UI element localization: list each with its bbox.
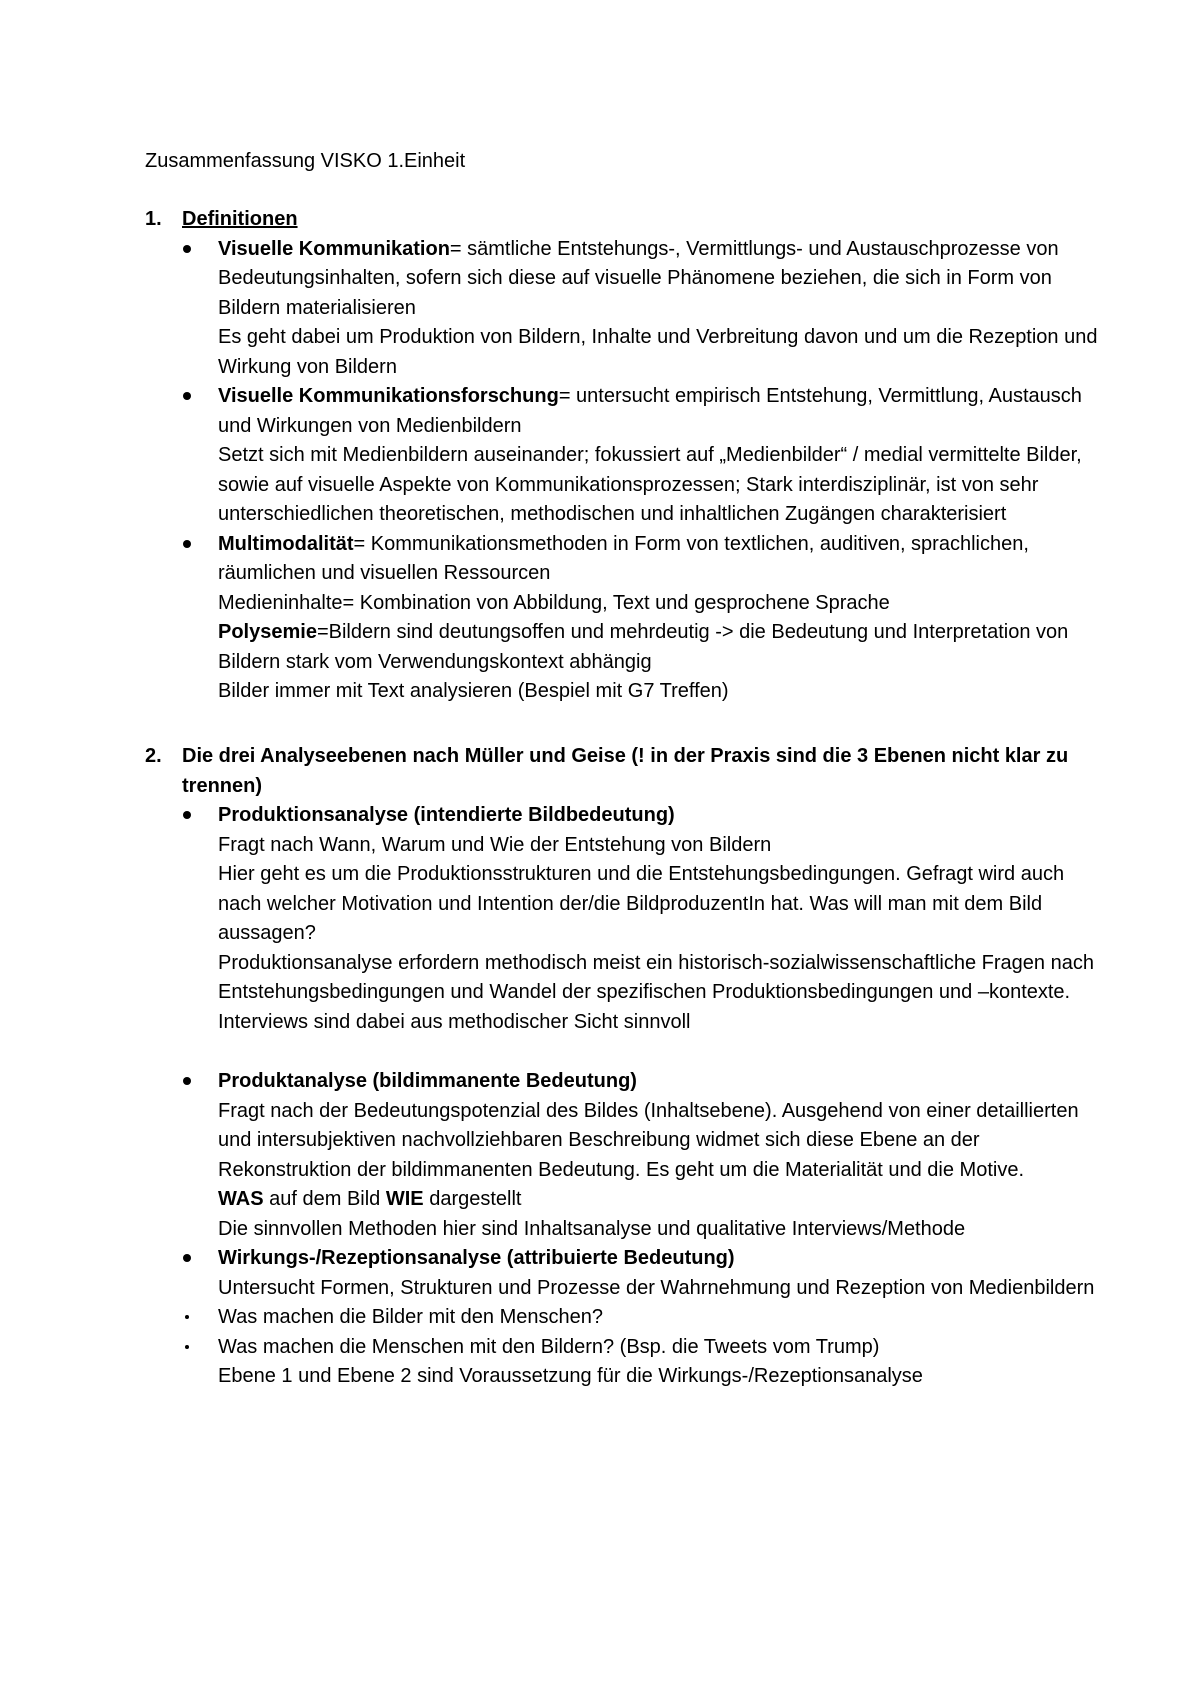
list-item-text	[218, 235, 1105, 383]
list-item-text	[218, 1067, 1105, 1244]
paragraph	[218, 1185, 1105, 1215]
text-run: auf dem Bild	[263, 1188, 386, 1210]
term: Visuelle Kommunikation	[218, 237, 450, 260]
paragraph: Fragt nach der Bedeutungspotenzial des Bildes (Inhaltsebene). Ausgehend von einer detaillierten und intersubjektiven nachvollziehbaren Beschreibung widmet sich diese Ebene an der Rekonstruktion der bildimmanenten Bedeutung. Es geht um die Materialität und die Motive.	[218, 1099, 1079, 1181]
definition: =Bildern sind deutungsoffen und mehrdeutig -> die Bedeutung und Interpretation von Bildern stark vom Verwendungskontext abhängig	[218, 621, 1069, 673]
sub-list-item	[182, 1333, 1105, 1392]
list-item-text	[218, 530, 1105, 707]
sub-list-item-text: Was machen die Bilder mit den Menschen?	[218, 1306, 603, 1328]
paragraph: Was machen die Menschen mit den Bildern? (Bsp. die Tweets vom Trump)	[218, 1335, 880, 1358]
bullet-icon	[182, 801, 218, 1037]
bullet-icon	[182, 1244, 218, 1303]
paragraph: Bilder immer mit Text analysieren (Bespiel mit G7 Treffen)	[218, 680, 729, 702]
paragraph: Hier geht es um die Produktionsstrukturen und die Entstehungsbedingungen. Gefragt wird auch nach welcher Motivation und Intention der/die BildproduzentIn hat. Was will man mit dem Bild aussagen?	[218, 863, 1065, 944]
section-heading	[145, 742, 1105, 801]
emphasis: WIE	[385, 1188, 424, 1210]
section-analyseebenen	[145, 742, 1105, 1392]
bullet-icon	[182, 235, 218, 383]
list-item-text	[218, 801, 1105, 1037]
paragraph: Untersucht Formen, Strukturen und Prozesse der Wahrnehmung und Rezeption von Medienbildern	[218, 1276, 1095, 1299]
paragraph: Fragt nach Wann, Warum und Wie der Entstehung von Bildern	[218, 833, 772, 856]
definition: = Kommunikationsmethoden in Form von textlichen, auditiven, sprachlichen, räumlichen und visuellen Ressourcen	[218, 532, 1029, 584]
paragraph: Medieninhalte= Kombination von Abbildung, Text und gesprochene Sprache	[218, 591, 890, 614]
bullet-icon	[182, 1067, 218, 1244]
paragraph: Es geht dabei um Produktion von Bildern, Inhalte und Verbreitung davon und um die Rezeption und Wirkung von Bildern	[218, 326, 1098, 378]
term: Visuelle Kommunikationsforschung	[218, 385, 559, 407]
section-number: 1.	[145, 208, 162, 230]
document-title: Zusammenfassung VISKO 1.Einheit	[145, 150, 466, 172]
term: Multimodalität	[218, 532, 354, 555]
term: Polysemie	[218, 621, 317, 643]
definition: = sämtliche Entstehungs-, Vermittlungs- und Austauschprozesse von Bedeutungsinhalten, sofern sich diese auf visuelle Phänomene beziehen, die sich in Form von Bildern materialisieren	[218, 237, 1059, 319]
list-item	[182, 801, 1105, 1037]
list-item	[182, 235, 1105, 383]
section-title: Definitionen	[182, 208, 298, 230]
list-item-text	[218, 382, 1105, 530]
list-item-text	[218, 1244, 1105, 1303]
term: Produktanalyse (bildimmanente Bedeutung)	[218, 1070, 637, 1092]
small-bullet-icon	[182, 1303, 218, 1333]
section-definitionen	[145, 205, 1105, 707]
section-number: 2.	[145, 745, 162, 767]
term: Wirkungs-/Rezeptionsanalyse (attribuierte Bedeutung)	[218, 1247, 735, 1269]
paragraph: Die sinnvollen Methoden hier sind Inhaltsanalyse und qualitative Interviews/Methode	[218, 1217, 966, 1240]
sub-list-item-text	[218, 1333, 1105, 1392]
paragraph: Setzt sich mit Medienbildern auseinander; fokussiert auf „Medienbilder“ / medial vermittelte Bilder, sowie auf visuelle Aspekte von Kommunikationsprozessen; Stark interdisziplinär, ist von sehr unterschiedlichen theoretischen, methodischen und inhaltlichen Zugängen charakterisiert	[218, 444, 1082, 525]
list-item	[182, 530, 1105, 707]
list-item	[182, 382, 1105, 530]
definition: = untersucht empirisch Entstehung, Vermittlung, Austausch und Wirkungen von Medienbildern	[218, 385, 1082, 437]
list-item	[182, 1067, 1105, 1244]
section-heading	[145, 205, 1105, 235]
paragraph: Ebene 1 und Ebene 2 sind Voraussetzung für die Wirkungs-/Rezeptionsanalyse	[218, 1365, 923, 1387]
text-run: dargestellt	[423, 1188, 522, 1210]
spacer	[145, 1037, 1105, 1067]
emphasis: WAS	[218, 1188, 264, 1210]
small-bullet-icon	[182, 1333, 218, 1392]
section-title: Die drei Analyseebenen nach Müller und Geise (! in der Praxis sind die 3 Ebenen nicht klar zu trennen)	[182, 745, 1069, 797]
paragraph: Produktionsanalyse erfordern methodisch meist ein historisch-sozialwissenschaftliche Fragen nach Entstehungsbedingungen und Wandel der spezifischen Produktionsbedingungen und –kontexte. Interviews sind dabei aus methodischer Sicht sinnvoll	[218, 951, 1094, 1033]
sub-list-item	[182, 1303, 1105, 1333]
list-item	[182, 1244, 1105, 1303]
bullet-icon	[182, 530, 218, 707]
bullet-icon	[182, 382, 218, 530]
term: Produktionsanalyse (intendierte Bildbedeutung)	[218, 804, 675, 826]
